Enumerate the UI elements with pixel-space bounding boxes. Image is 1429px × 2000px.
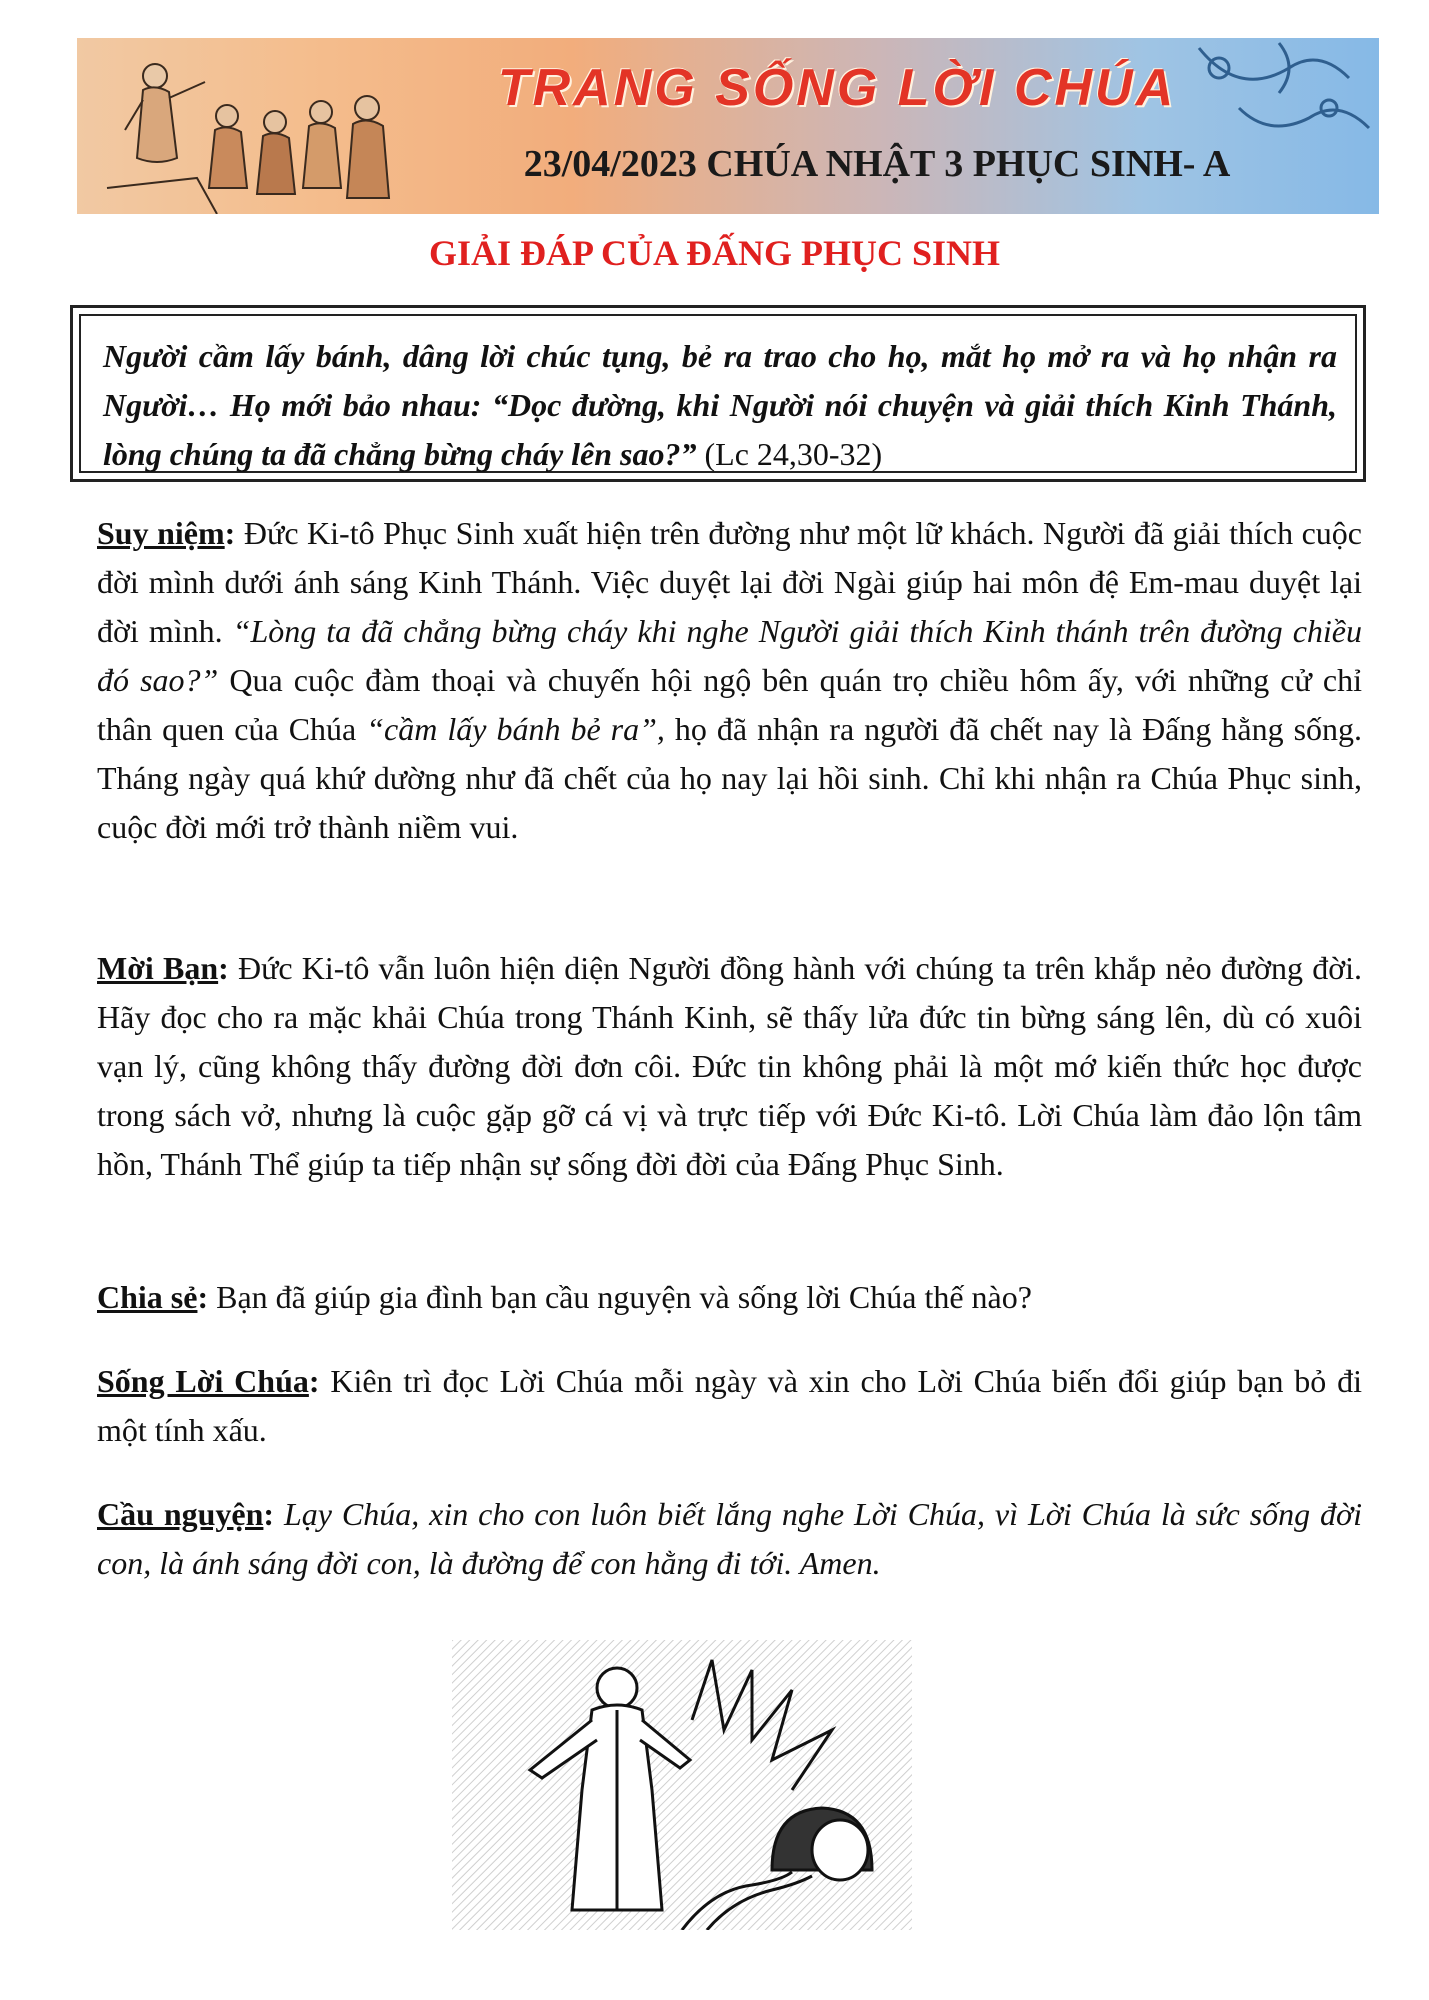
section-text: Kiên trì đọc Lời Chúa mỗi ngày và xin cho Lời Chúa biến đổi giúp bạn bỏ đi một tính xấu. [97,1363,1363,1448]
section-text: Bạn đã giúp gia đình bạn cầu nguyện và sống lời Chúa thế nào? [216,1279,1032,1315]
banner-title: TRANG SỐNG LỜI CHÚA [497,59,1177,117]
section-label: Mời Bạn: [97,950,229,986]
banner-date-line: 23/04/2023 CHÚA NHẬT 3 PHỤC SINH- A [523,143,1231,185]
header-banner [77,38,1379,214]
section-text: họ đã nhận ra người đã chết nay là Đấng hằng sống. Tháng ngày quá khứ dường như đã chết của họ nay lại hồi sinh. Chỉ khi nhận ra Chúa Phục sinh, cuộc đời mới trở thành niềm vui. [97,711,1363,845]
section-chia-se [97,1273,1362,1322]
scripture-quote-box [70,305,1366,482]
scripture-quote [103,332,1337,479]
section-label: Suy niệm: [97,515,236,551]
section-text: Đức Ki-tô vẫn luôn hiện diện Người đồng hành với chúng ta trên khắp nẻo đường đời. Hãy đọc cho ra mặc khải Chúa trong Thánh Kinh, sẽ thấy lửa đức tin bừng sáng lên, dù có xuôi vạn lý, cũng không thấy đường đời đơn côi. Đức tin không phải là một mớ kiến thức học được trong sách vở, nhưng là cuộc gặp gỡ cá vị và trực tiếp với Đức Ki-tô. Lời Chúa làm đảo lộn tâm hồn, Thánh Thể giúp ta tiếp nhận sự sống đời đời của Đấng Phục Sinh. [97,950,1362,1182]
page-subtitle: GIẢI ĐÁP CỦA ĐẤNG PHỤC SINH [428,233,1001,273]
section-label: Chia sẻ: [97,1279,209,1315]
section-text: Đức Ki-tô Phục Sinh xuất hiện trên đường như một lữ khách. Người đã giải thích cuộc đời mình dưới ánh sáng Kinh Thánh. Việc duyệt lại đời Ngài giúp hai môn đệ Em-mau duyệt lại đời mình. [97,515,1363,649]
section-italic-text: “Lòng ta đã chẳng bừng cháy khi nghe Người giải thích Kinh thánh trên đường chiều đó sao?” [97,613,1362,698]
section-italic-text: “cầm lấy bánh bẻ ra”, [366,711,665,747]
section-label: Sống Lời Chúa: [97,1363,320,1399]
quote-text: Người cầm lấy bánh, dâng lời chúc tụng, bẻ ra trao cho họ, mắt họ mở ra và họ nhận ra Người… Họ mới bảo nhau: “Dọc đường, khi Người nói chuyện và giải thích Kinh Thánh, lòng chúng ta đã chẳng bừng cháy lên sao?” [103,338,1337,472]
section-song-loi-chua [97,1357,1362,1455]
section-label: Cầu nguyện: [97,1496,275,1532]
section-italic-text: Lạy Chúa, xin cho con luôn biết lắng nghe Lời Chúa, vì Lời Chúa là sức sống đời con, là ánh sáng đời con, là đường để con hằng đi tới. Amen. [97,1496,1363,1581]
scripture-quote-inner [79,314,1357,473]
section-moi-ban [97,944,1362,1189]
disciples-illustration [77,38,407,214]
quote-reference: (Lc 24,30-32) [704,436,883,472]
section-suy-niem [97,509,1362,852]
risen-christ-illustration [452,1640,912,1930]
section-cau-nguyen [97,1490,1362,1588]
section-text: Qua cuộc đàm thoại và chuyến hội ngộ bên quán trọ chiều hôm ấy, với những cử chỉ thân quen của Chúa [97,662,1363,747]
